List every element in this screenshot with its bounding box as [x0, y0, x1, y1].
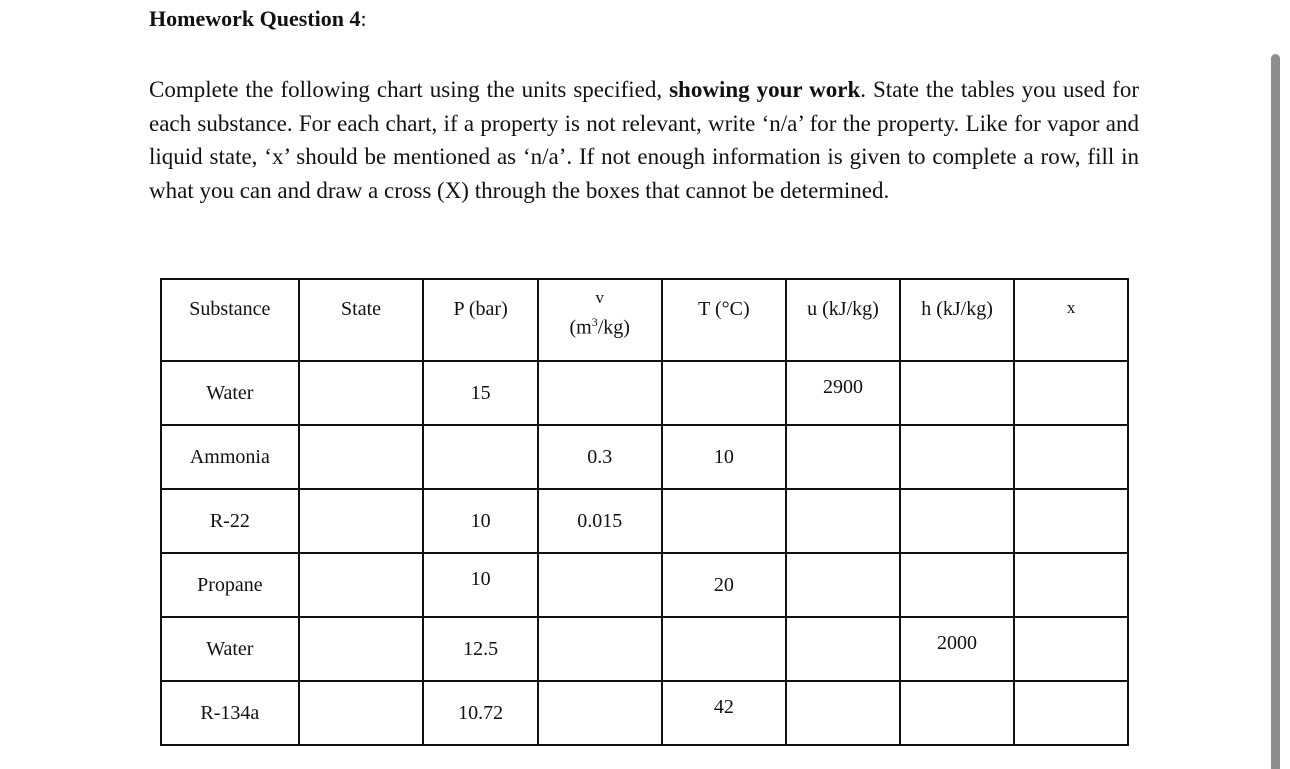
cell-temperature: 20	[662, 553, 787, 617]
cell-quality	[1014, 489, 1128, 553]
table-row	[161, 425, 1128, 489]
header-v-unit: $(m^3/kg)$	[569, 315, 630, 339]
cell-substance: Water	[161, 361, 299, 425]
cell-enthalpy	[900, 681, 1015, 745]
cell-pressure: 10	[423, 553, 538, 617]
cell-state	[299, 617, 424, 681]
table-header-row	[161, 279, 1128, 361]
cell-enthalpy	[900, 425, 1015, 489]
cell-temperature	[662, 489, 787, 553]
question-heading-colon: :	[360, 6, 367, 31]
instructions-paragraph	[149, 73, 1139, 207]
cell-state	[299, 489, 424, 553]
cell-specific-volume	[538, 681, 662, 745]
cell-temperature: 10	[662, 425, 787, 489]
cell-substance: R-134a	[161, 681, 299, 745]
instructions-emphasis: showing your work	[669, 77, 861, 102]
header-specific-volume	[538, 279, 662, 361]
cell-state	[299, 425, 424, 489]
cell-pressure: 12.5	[423, 617, 538, 681]
cell-specific-volume	[538, 553, 662, 617]
cell-enthalpy	[900, 553, 1015, 617]
cell-pressure: 10	[423, 489, 538, 553]
cell-internal-energy: 2900	[786, 361, 900, 425]
header-quality: x	[1014, 279, 1128, 361]
cell-internal-energy	[786, 489, 900, 553]
question-heading-title: Homework Question 4	[149, 6, 361, 31]
cell-internal-energy	[786, 617, 900, 681]
cell-quality	[1014, 361, 1128, 425]
table-row	[161, 489, 1128, 553]
cell-pressure	[423, 425, 538, 489]
cell-internal-energy	[786, 553, 900, 617]
cell-pressure: 10.72	[423, 681, 538, 745]
cell-temperature: 42	[662, 681, 787, 745]
instructions-text-1: Complete the following chart using the units specified,	[149, 77, 670, 102]
header-state: State	[299, 279, 424, 361]
header-substance: Substance	[161, 279, 299, 361]
cell-substance: Water	[161, 617, 299, 681]
cell-specific-volume: 0.3	[538, 425, 662, 489]
vertical-scrollbar[interactable]	[1271, 54, 1280, 769]
question-heading	[149, 4, 367, 34]
cell-internal-energy	[786, 425, 900, 489]
header-v-symbol: v	[595, 288, 604, 307]
table-row	[161, 361, 1128, 425]
instructions-text-2: . State the tables you used for each substance. For each chart, if a property is not relevant, write ‘n/a’ for the property. Like for vapor and liquid state, ‘x’ should be mentioned as ‘n/a’. If not enough information is given to complete a row, fill in what you can and draw a cross (X) through the boxes that cannot be determined.	[149, 77, 1139, 203]
cell-state	[299, 361, 424, 425]
cell-enthalpy	[900, 361, 1015, 425]
table-row	[161, 553, 1128, 617]
cell-enthalpy: 2000	[900, 617, 1015, 681]
cell-substance: R-22	[161, 489, 299, 553]
cell-substance: Propane	[161, 553, 299, 617]
cell-specific-volume	[538, 361, 662, 425]
header-pressure: P (bar)	[423, 279, 538, 361]
cell-temperature	[662, 617, 787, 681]
cell-state	[299, 553, 424, 617]
header-enthalpy: h (kJ/kg)	[900, 279, 1015, 361]
cell-temperature	[662, 361, 787, 425]
cell-quality	[1014, 617, 1128, 681]
cell-quality	[1014, 681, 1128, 745]
cell-specific-volume: 0.015	[538, 489, 662, 553]
cell-specific-volume	[538, 617, 662, 681]
table-row	[161, 617, 1128, 681]
cell-quality	[1014, 425, 1128, 489]
header-temperature: T (°C)	[662, 279, 787, 361]
header-internal-energy: u (kJ/kg)	[786, 279, 900, 361]
properties-table	[160, 278, 1129, 746]
cell-quality	[1014, 553, 1128, 617]
cell-substance: Ammonia	[161, 425, 299, 489]
cell-pressure: 15	[423, 361, 538, 425]
table-row	[161, 681, 1128, 745]
cell-state	[299, 681, 424, 745]
cell-enthalpy	[900, 489, 1015, 553]
cell-internal-energy	[786, 681, 900, 745]
